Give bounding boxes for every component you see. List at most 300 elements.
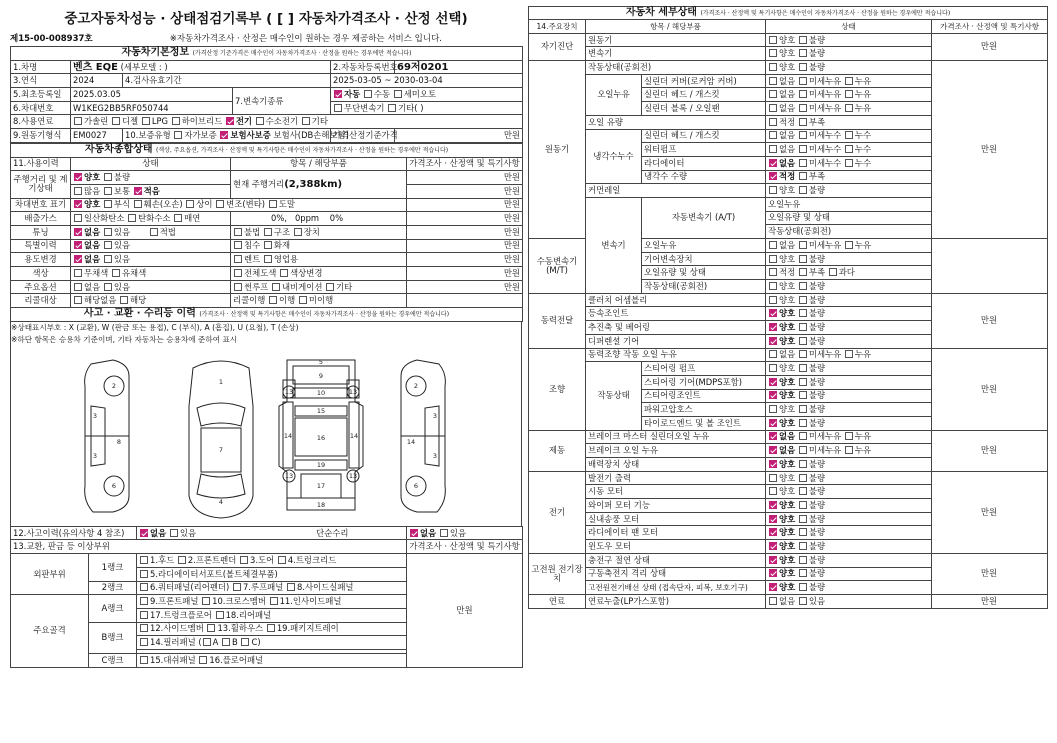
checkbox-icon[interactable] [769,474,777,482]
checkbox-icon[interactable] [104,187,112,195]
checkbox-icon[interactable] [769,350,777,358]
recall-options: 해당없음 해당 [71,294,231,308]
state-options [766,362,932,376]
checkbox-icon[interactable] [769,282,777,290]
checkbox-icon[interactable] [269,296,277,304]
checkbox-icon[interactable] [172,117,180,125]
option-label: 미세누유 [808,75,842,86]
checkbox-icon[interactable] [140,597,148,605]
engine-value: EM0027 [71,129,123,143]
checkbox-icon[interactable] [769,49,777,57]
option-label: 불량 [808,308,826,319]
checkbox-icon[interactable] [267,624,275,632]
checkbox-icon[interactable] [799,145,807,153]
option-label: 미세누유 [808,349,842,360]
checkbox-icon[interactable] [769,104,777,112]
trans-options-1: 자동 수동 세미오토 [331,88,523,102]
checkbox-icon[interactable] [845,131,853,139]
checkbox-icon[interactable] [104,173,112,181]
option-label: 불량 [808,185,826,196]
checkbox-icon[interactable] [203,638,211,646]
option-label: 양호 [779,280,796,291]
checkbox-icon[interactable] [294,228,302,236]
detail-row [529,348,1048,362]
right-panel [528,6,1047,609]
checkbox-icon[interactable] [799,460,807,468]
checkbox-icon[interactable] [845,145,853,153]
detail-row [529,430,1048,444]
checkbox-icon[interactable] [769,405,777,413]
checkbox-icon[interactable] [769,77,777,85]
price-unit: 만원 [932,61,1048,239]
part-number: 5 [318,357,324,366]
option-label: 부족 [808,171,826,182]
checkbox-icon[interactable] [140,638,148,646]
state-options [766,88,932,102]
item-label: 고전원전기배선 상태 (접속단자, 피복, 보호기구) [586,581,766,595]
detail-row [529,61,1048,75]
checkbox-icon[interactable] [799,323,807,331]
option-label: 누유 [854,431,872,442]
checkbox-icon[interactable] [202,597,210,605]
checkbox-icon[interactable] [186,200,194,208]
option-label: 양호 [779,185,796,196]
option-label: 양호 [779,513,796,524]
option-label: 누유 [854,445,872,456]
checkbox-icon[interactable] [769,268,777,276]
checkbox-icon[interactable] [394,90,402,98]
checkbox-icon[interactable] [799,528,807,536]
checkbox-icon[interactable] [769,556,777,564]
checkbox-icon[interactable] [829,268,837,276]
item-label: 브레이크 오일 누유 [586,444,766,458]
accident-history-label: 12.사고이력(유의사항 4 참조) [11,526,137,540]
checkbox-icon[interactable] [799,597,807,605]
checkbox-icon[interactable] [799,432,807,440]
checkbox-icon[interactable] [769,597,777,605]
option-label: 불량 [808,280,826,291]
state-options [766,266,932,280]
checkbox-icon[interactable] [799,131,807,139]
checkbox-icon[interactable] [769,528,777,536]
state-options [766,389,932,403]
checkbox-icon[interactable] [799,309,807,317]
checkbox-icon[interactable] [845,446,853,454]
checkbox-icon[interactable] [799,515,807,523]
checkbox-icon[interactable] [799,405,807,413]
checkbox-icon[interactable] [799,36,807,44]
checkbox-icon[interactable] [334,104,342,112]
checkbox-icon[interactable] [104,241,112,249]
item-label: 추진축 및 베어링 [586,321,766,335]
checkbox-icon[interactable] [199,656,207,664]
item-label: 기어변속장치 [642,252,766,266]
checkbox-icon[interactable] [769,378,777,386]
option-label: 불량 [808,540,826,551]
checkbox-icon[interactable] [299,296,307,304]
checkbox-icon[interactable] [799,186,807,194]
state-options [766,170,932,184]
state-options [766,307,932,321]
checkbox-icon[interactable] [769,542,777,550]
checkbox-icon[interactable] [74,117,82,125]
checkbox-icon[interactable] [799,241,807,249]
checkbox-icon[interactable] [845,350,853,358]
option-label: 양호 [779,363,796,374]
item-label: 작동상태(공회전) [766,225,932,239]
checkbox-icon[interactable] [769,186,777,194]
checkbox-icon[interactable] [278,556,286,564]
checkbox-icon[interactable] [799,364,807,372]
item-label: 작동상태(공회전) [642,280,766,294]
special-history-label: 특별이력 [11,239,71,253]
option-label: 불량 [808,486,826,497]
item-label: 브레이크 마스터 실린더오일 누유 [586,430,766,444]
emission-values: 0%, 0ppm 0% [231,212,407,226]
item-label: 실린더 헤드 / 개스킷 [642,88,766,102]
checkbox-icon[interactable] [74,283,82,291]
state-options [766,567,932,581]
checkbox-icon[interactable] [74,187,82,195]
checkbox-icon[interactable] [264,241,272,249]
option-label: 누수 [854,157,872,168]
checkbox-icon[interactable] [264,228,272,236]
checkbox-icon[interactable] [269,200,277,208]
checkbox-icon[interactable] [769,391,777,399]
checkbox-icon[interactable] [104,255,112,263]
checkbox-icon[interactable] [769,145,777,153]
accident-history-options: 없음 있음 단순수리 [137,526,407,540]
checkbox-icon[interactable] [769,364,777,372]
detail-row [529,594,1048,608]
checkbox-icon[interactable] [74,255,82,263]
option-label: 누유 [854,75,872,86]
checkbox-icon[interactable] [799,350,807,358]
item-label: 동력조향 작동 오일 누유 [586,348,766,362]
option-label: 부족 [808,116,826,127]
price-unit: 만원 [407,198,523,212]
price-unit: 만원 [407,171,523,185]
checkbox-icon[interactable] [769,337,777,345]
checkbox-icon[interactable] [769,36,777,44]
price-unit: 만원 [407,267,523,281]
price-unit: 만원 [932,430,1048,471]
checkbox-icon[interactable] [799,446,807,454]
state-options [766,143,932,157]
checkbox-icon[interactable] [799,391,807,399]
checkbox-icon[interactable] [769,296,777,304]
checkbox-icon[interactable] [799,337,807,345]
sub-group-label: 냉각수누수 [586,129,642,184]
checkbox-icon[interactable] [845,90,853,98]
checkbox-icon[interactable] [769,569,777,577]
option-detail: 썬루프 내비게이션 기타 [231,280,407,294]
checkbox-icon[interactable] [74,214,82,222]
checkbox-icon[interactable] [234,269,242,277]
checkbox-icon[interactable] [769,255,777,263]
basic-info-header: 자동차기본정보 (가격산정 기준가격은 매수인이 자동차가격조사 · 산정을 원하는 경우에만 적습니다) [11,47,523,61]
rank-b-parts-a: 12.사이드멤버 13.휠하우스 19.패키지트레이 [137,622,407,636]
mileage-state: 많음 보통 적음 [71,184,231,198]
option-label: 적정 [779,116,796,127]
option-label: 누수 [854,130,872,141]
checkbox-icon[interactable] [769,172,777,180]
checkbox-icon[interactable] [234,241,242,249]
doc-subheader [10,32,522,46]
checkbox-icon[interactable] [326,283,334,291]
part-number: 8 [116,437,122,446]
checkbox-icon[interactable] [799,501,807,509]
checkbox-icon[interactable] [799,296,807,304]
option-label: 양호 [779,540,796,551]
part-number: 15 [316,406,326,415]
recall-empty [407,294,523,308]
option-label: 불량 [808,61,826,72]
state-options [766,156,932,170]
rank-b-parts-b: 14.필러패널 ( A B C) [137,636,407,650]
part-number: 13 [348,471,358,480]
checkbox-icon[interactable] [799,556,807,564]
overall-state-header: 자동차종합상태 (색상, 주요옵션, 가격조사 · 산정액 및 특기사항은 매수인이 자동차가격조사 · 산정을 원하는 경우에만 적습니다) [11,143,523,157]
checkbox-icon[interactable] [174,131,182,139]
option-label: 불량 [808,335,826,346]
checkbox-icon[interactable] [207,624,215,632]
item-label: 등속조인트 [586,307,766,321]
item-label: 타이로드엔드 및 볼 조인트 [642,416,766,430]
checkbox-icon[interactable] [174,214,182,222]
option-label: 없음 [779,102,796,113]
price-unit: 만원 [932,553,1048,594]
option-label: 미세누유 [808,239,842,250]
checkbox-icon[interactable] [134,200,142,208]
checkbox-icon[interactable] [845,241,853,249]
part-number: 13 [284,387,294,396]
checkbox-icon[interactable] [234,283,242,291]
checkbox-icon[interactable] [769,432,777,440]
checkbox-icon[interactable] [769,118,777,126]
checkbox-icon[interactable] [270,597,278,605]
checkbox-icon[interactable] [112,117,120,125]
recall-label: 리콜대상 [11,294,71,308]
document-number: 제15-00-008937호 [10,34,93,44]
checkbox-icon[interactable] [769,487,777,495]
checkbox-icon[interactable] [799,378,807,386]
option-label: 부족 [808,267,826,278]
device-group-brake: 제동 [529,430,586,471]
checkbox-icon[interactable] [112,269,120,277]
checkbox-icon[interactable] [234,255,242,263]
checkbox-icon[interactable] [799,159,807,167]
checkbox-icon[interactable] [799,268,807,276]
usage-history-label: 11.사용이력 [11,157,71,171]
item-label: 배력장치 상태 [586,458,766,472]
checkbox-icon[interactable] [769,323,777,331]
checkbox-icon[interactable] [799,487,807,495]
option-label: 양호 [779,499,796,510]
checkbox-icon[interactable] [769,515,777,523]
checkbox-icon[interactable] [799,77,807,85]
checkbox-icon[interactable] [216,200,224,208]
checkbox-icon[interactable] [799,282,807,290]
price-unit: 만원 [407,212,523,226]
checkbox-icon[interactable] [140,583,148,591]
trans-label: 7.변속기종류 [233,88,331,115]
checkbox-icon[interactable] [234,228,242,236]
checkbox-icon[interactable] [769,159,777,167]
checkbox-icon[interactable] [388,104,396,112]
part-number: 13 [284,471,294,480]
checkbox-icon[interactable] [799,104,807,112]
checkbox-icon[interactable] [799,583,807,591]
parts-header-label: 13.교환, 판금 등 이상부위 [11,540,407,554]
checkbox-icon[interactable] [104,283,112,291]
item-label: 오일유량 및 상태 [642,266,766,280]
checkbox-icon[interactable] [769,63,777,71]
checkbox-icon[interactable] [769,460,777,468]
option-label: 불량 [808,34,826,45]
reg-no-label: 2.자동차등록번호 [331,60,395,74]
state-options [766,403,932,417]
checkbox-icon[interactable] [799,474,807,482]
state-options [766,594,932,608]
item-label: 오일유량 및 상태 [766,211,932,225]
checkbox-icon[interactable] [799,172,807,180]
checkbox-icon[interactable] [216,611,224,619]
checkbox-icon[interactable] [799,542,807,550]
checkbox-icon[interactable] [799,63,807,71]
checkbox-icon[interactable] [240,556,248,564]
option-label: 미세누유 [808,102,842,113]
simple-repair-options: 없음 있음 [407,526,523,540]
checkbox-icon[interactable] [134,187,142,195]
checkbox-icon[interactable] [845,77,853,85]
checkbox-icon[interactable] [178,556,186,564]
checkbox-icon[interactable] [769,241,777,249]
usage-detail: 렌트 영업용 [231,253,407,267]
state-options [766,184,932,198]
checkbox-icon[interactable] [302,117,310,125]
option-label: 주요옵션 [11,280,71,294]
first-reg-value: 2025.03.05 [71,88,233,102]
checkbox-icon[interactable] [150,228,158,236]
checkbox-icon[interactable] [74,173,82,181]
option-label: 양호 [779,61,796,72]
checkbox-icon[interactable] [769,309,777,317]
state-options [766,102,932,116]
checkbox-icon[interactable] [74,269,82,277]
option-label: 불량 [808,458,826,469]
checkbox-icon[interactable] [799,569,807,577]
checkbox-icon[interactable] [440,529,448,537]
checkbox-icon[interactable] [799,49,807,57]
checkbox-icon[interactable] [140,529,148,537]
car-name-label: 1.차명 [11,60,71,74]
checkbox-icon[interactable] [845,104,853,112]
option-label: 적정 [779,267,796,278]
option-label: 양호 [779,554,796,565]
part-number: 14 [283,431,293,440]
checkbox-icon[interactable] [170,529,178,537]
device-group-engine: 원동기 [529,61,586,239]
checkbox-icon[interactable] [74,296,82,304]
emission-label: 배출가스 [11,212,71,226]
checkbox-icon[interactable] [334,90,342,98]
checkbox-icon[interactable] [769,501,777,509]
checkbox-icon[interactable] [74,241,82,249]
checkbox-icon[interactable] [140,656,148,664]
overall-state-table [10,143,523,322]
part-number: 6 [413,481,419,490]
option-label: 미세누유 [808,445,842,456]
checkbox-icon[interactable] [845,159,853,167]
detail-state-header: 자동차 세부상태 (가격조사 · 산정액 및 특기사항은 매수인이 자동차가격조사 · 산정을 원하는 경우에만 적습니다) [529,7,1048,20]
item-label: 원동기 [586,33,766,47]
checkbox-icon[interactable] [845,432,853,440]
checkbox-icon[interactable] [140,611,148,619]
option-label: 누유 [854,239,872,250]
checkbox-icon[interactable] [120,296,128,304]
checkbox-icon[interactable] [241,638,249,646]
checkbox-icon[interactable] [104,228,112,236]
checkbox-icon[interactable] [226,117,234,125]
checkbox-icon[interactable] [364,90,372,98]
checkbox-icon[interactable] [799,90,807,98]
checkbox-icon[interactable] [280,269,288,277]
checkbox-icon[interactable] [74,228,82,236]
option-label: 양호 [779,404,796,415]
state-options [766,375,932,389]
checkbox-icon[interactable] [142,117,150,125]
checkbox-icon[interactable] [799,118,807,126]
checkbox-icon[interactable] [769,446,777,454]
checkbox-icon[interactable] [220,131,228,139]
rank-1-label: 1랭크 [89,554,137,581]
rank-a-parts-a: 9.프론트패널 10.크로스멤버 11.인사이드패널 [137,595,407,609]
checkbox-icon[interactable] [769,90,777,98]
checkbox-icon[interactable] [264,255,272,263]
checkbox-icon[interactable] [104,200,112,208]
part-number: 17 [316,481,326,490]
option-label: 미세누유 [808,89,842,100]
checkbox-icon[interactable] [128,214,136,222]
state-options [766,61,932,75]
part-number: 19 [316,460,326,469]
checkbox-icon[interactable] [769,419,777,427]
trans-options-2: 무단변속기 기타( ) [331,101,523,115]
checkbox-icon[interactable] [256,117,264,125]
checkbox-icon[interactable] [233,583,241,591]
checkbox-icon[interactable] [74,200,82,208]
item-label: 오일누유 [642,239,766,253]
checkbox-icon[interactable] [769,583,777,591]
checkbox-icon[interactable] [222,638,230,646]
checkbox-icon[interactable] [799,255,807,263]
usage-options: 없음 있음 [71,253,231,267]
checkbox-icon[interactable] [140,570,148,578]
checkbox-icon[interactable] [799,419,807,427]
checkbox-icon[interactable] [140,556,148,564]
checkbox-icon[interactable] [272,283,280,291]
rank-1-parts-a: 1.후드 2.프론트펜더 3.도어 4.트렁크리드 [137,554,407,568]
part-number: 1 [218,377,224,386]
checkbox-icon[interactable] [769,131,777,139]
state-options [766,485,932,499]
item-label: 시동 모터 [586,485,766,499]
accident-header: 사고 · 교환 · 수리등 이력 (가격조사 · 산정액 및 특기사항은 매수인이 자동차가격조사 · 산정을 원하는 경우에만 적습니다) [11,308,523,322]
checkbox-icon[interactable] [140,624,148,632]
checkbox-icon[interactable] [287,583,295,591]
checkbox-icon[interactable] [410,529,418,537]
